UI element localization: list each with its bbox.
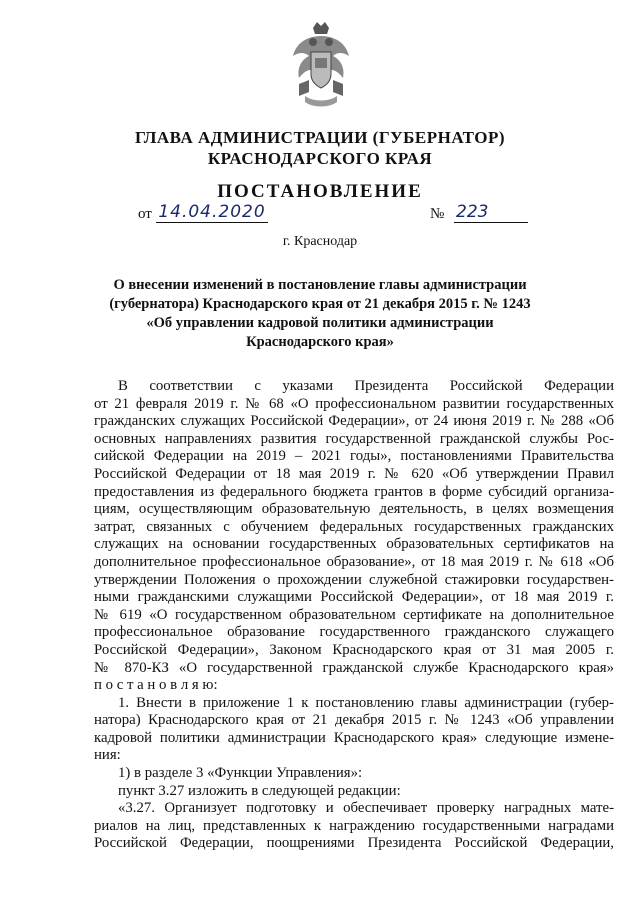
document-body: [94, 378, 614, 853]
date-prefix: от: [138, 206, 152, 222]
issuer-title-line2: КРАСНОДАРСКОГО КРАЯ: [207, 149, 433, 168]
city-label: г. Краснодар: [282, 234, 358, 249]
body-line: В соответствии с указами Президента Российской Федерации: [118, 378, 614, 394]
title-line: «Об управлении кадровой политики администрации: [146, 315, 494, 331]
document-number: 223: [454, 202, 528, 223]
body-line: кадровой политики администрации Краснодарского края» следующие измене-: [94, 729, 614, 746]
body-line: Российской Федерации», Законом Краснодарского края от 31 мая 2005 г.: [94, 641, 614, 658]
body-line: циям, осуществляющим образовательную деятельность, в целях возмещения: [94, 501, 614, 518]
document-type: ПОСТАНОВЛЕНИЕ: [217, 181, 423, 202]
document-date: 14.04.2020: [156, 202, 268, 223]
coat-of-arms-icon: [291, 22, 351, 110]
issuer-title-line1: ГЛАВА АДМИНИСТРАЦИИ (ГУБЕРНАТОР): [134, 128, 505, 147]
body-line: Российской Федерации от 18 мая 2019 г. № 620 «Об утверждении Правил: [94, 465, 614, 482]
body-line: служащих на основании государственных образовательных сертификатов на: [94, 536, 614, 553]
body-line: риалов на лиц, представленных к награждению государственными наградами: [94, 817, 614, 834]
body-line: Российской Федерации, поощрениями Президента Российской Федерации,: [94, 835, 614, 852]
body-line: ными гражданскими служащими Российской Федерации», от 18 мая 2019 г.: [94, 589, 614, 606]
body-line: № 870-КЗ «О государственной гражданской службе Краснодарского края»: [94, 659, 614, 676]
body-line: 1) в разделе 3 «Функции Управления»:: [118, 765, 363, 782]
body-line: п о с т а н о в л я ю:: [94, 677, 218, 694]
body-line: основных направлениях развития государственной гражданской службы Рос-: [94, 430, 614, 447]
body-line: гражданских служащих Российской Федерации», от 24 июня 2019 г. № 288 «Об: [94, 413, 614, 430]
title-line: Краснодарского края»: [246, 334, 394, 350]
title-line: О внесении изменений в постановление главы администрации: [113, 277, 527, 293]
body-line: от 21 февраля 2019 г. № 68 «О профессиональном развитии государственных: [94, 395, 614, 412]
body-line: 1. Внести в приложение 1 к постановлению главы администрации (губер-: [118, 694, 614, 711]
body-line: предоставления из федерального бюджета грантов в форме субсидий организа-: [94, 483, 614, 500]
body-line: профессиональное образование государственного гражданского служащего: [94, 624, 614, 641]
body-line: № 619 «О государственном образовательном сертификате на дополнительное: [94, 606, 614, 623]
body-line: дополнительное профессиональное образование», от 18 мая 2019 г. № 618 «Об: [94, 553, 614, 570]
number-prefix: №: [430, 206, 445, 222]
body-line: пункт 3.27 изложить в следующей редакции:: [118, 782, 401, 799]
body-line: затрат, связанных с обучением федеральных государственных гражданских: [94, 518, 614, 535]
document-title: [100, 276, 540, 352]
title-line: (губернатора) Краснодарского края от 21 декабря 2015 г. № 1243: [109, 296, 531, 312]
body-line: натора) Краснодарского края от 21 декабря 2015 г. № 1243 «Об управлении: [94, 712, 614, 729]
body-line: утверждении Положения о прохождении служебной стажировки государствен-: [94, 571, 614, 588]
body-line: сийской Федерации на 2019 – 2021 годы», постановлениями Правительства: [94, 448, 614, 465]
body-line: ния:: [94, 747, 121, 764]
body-line: «3.27. Организует подготовку и обеспечивает проверку наградных мате-: [118, 800, 614, 817]
